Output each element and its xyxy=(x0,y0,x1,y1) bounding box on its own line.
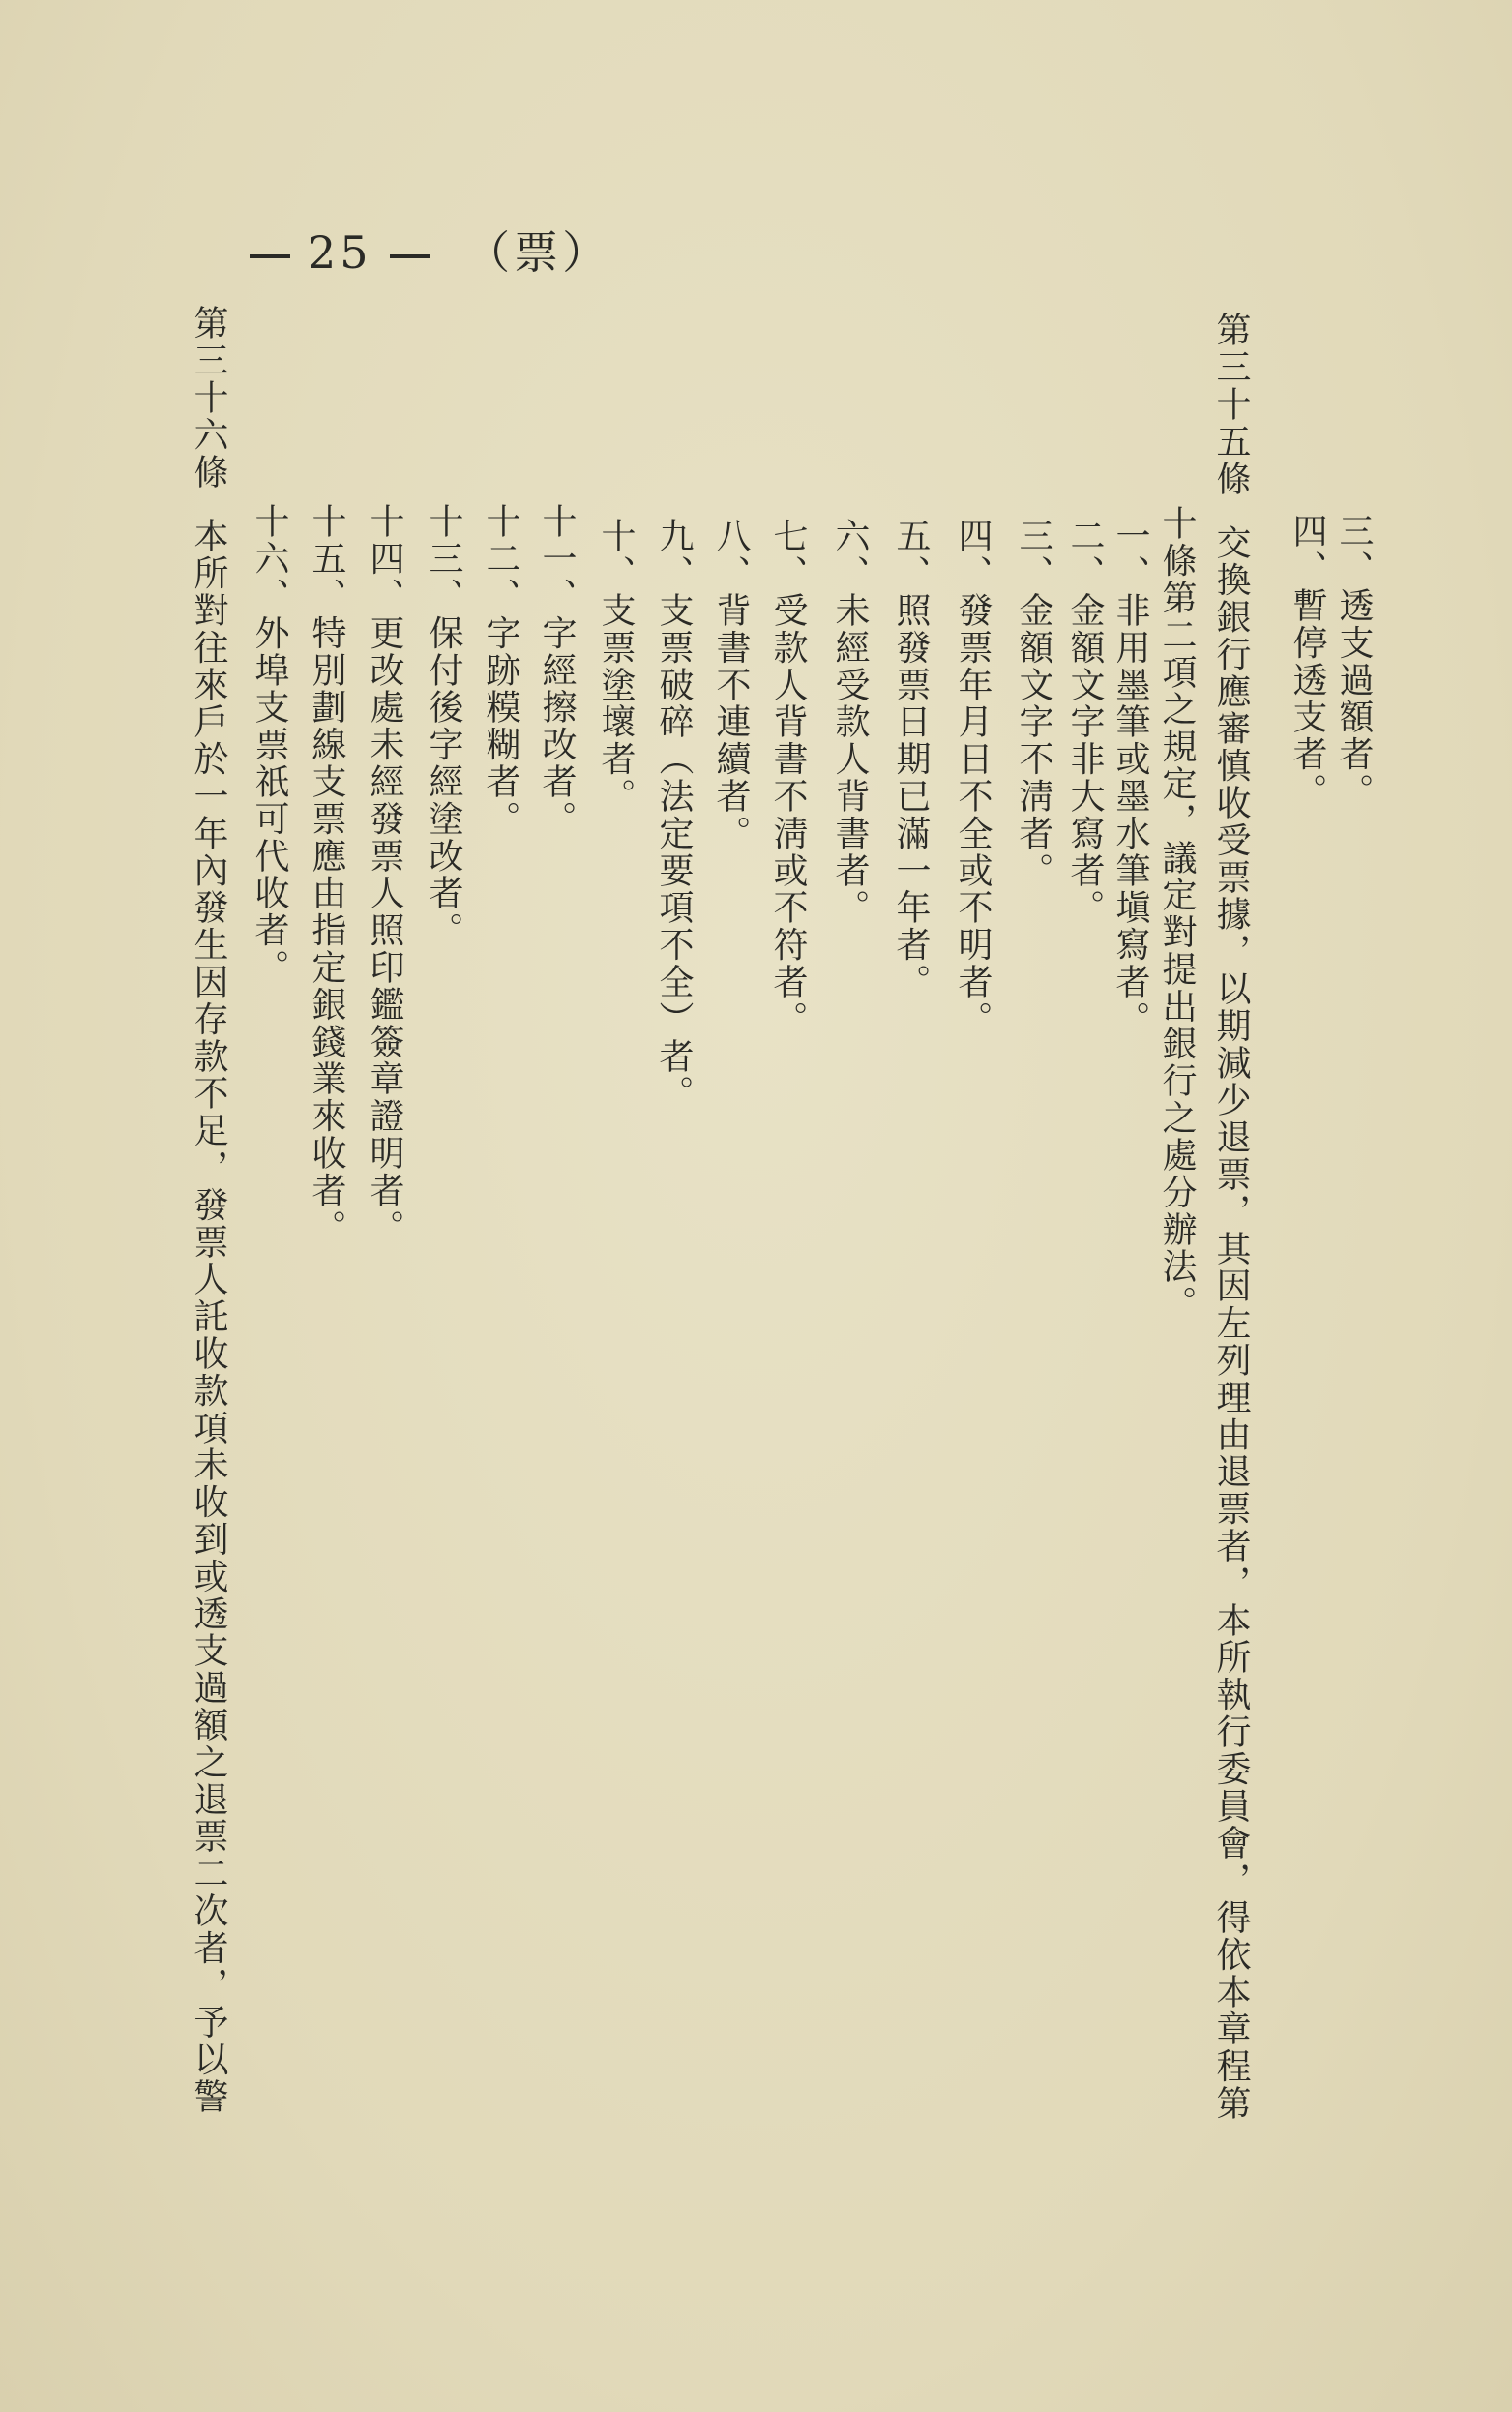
list-item: 十一、字經擦改者。 xyxy=(537,503,577,838)
list-item: 七、受款人背書不淸或不符者。 xyxy=(768,518,808,1038)
prev-item-4: 四、暫停透支者。 xyxy=(1288,513,1327,811)
article-36-text: 本所對往來戶於一年內發生因存款不足，發票人託收款項未收到或透支過額之退票二次者，予以警 xyxy=(189,518,228,2116)
article-35-line2: 十條第二項之規定，議定對提出銀行之處分辦法。 xyxy=(1157,505,1197,1323)
list-item: 十四、更改處未經發票人照印鑑簽章證明者。 xyxy=(365,503,404,1246)
page-number: 25 xyxy=(308,226,372,279)
dash xyxy=(250,254,290,258)
list-item: 十三、保付後字經塗改者。 xyxy=(424,503,463,949)
list-item: 五、照發票日期已滿一年者。 xyxy=(891,518,931,1001)
list-item: 十二、字跡糢糊者。 xyxy=(481,503,520,838)
list-item: 九、支票破碎（法定要項不全）者。 xyxy=(654,518,694,1113)
article-36-line1 xyxy=(189,305,227,2115)
article-36-label: 第三十六條 xyxy=(189,305,228,491)
list-item: 八、背書不連續者。 xyxy=(711,518,751,852)
article-35-line1 xyxy=(1211,312,1250,2122)
dash xyxy=(390,254,430,258)
list-item: 二、金額文字非大寫者。 xyxy=(1065,518,1105,927)
list-item: 十、支票塗壞者。 xyxy=(596,518,636,816)
article-35-label: 第三十五條 xyxy=(1211,312,1251,497)
list-item: 三、金額文字不淸者。 xyxy=(1014,518,1053,889)
page-header xyxy=(232,218,610,282)
list-item: 六、未經受款人背書者。 xyxy=(830,518,870,927)
section-label: （票） xyxy=(465,226,611,279)
list-item: 四、發票年月日不全或不明者。 xyxy=(953,518,993,1038)
article-35-text: 交換銀行應審慎收受票據，以期減少退票，其因左列理由退票者，本所執行委員會，得依本章程第 xyxy=(1211,524,1251,2123)
list-item: 十五、特別劃線支票應由指定銀錢業來收者。 xyxy=(307,503,346,1246)
list-item: 十六、外埠支票祇可代收者。 xyxy=(250,503,289,987)
prev-item-3: 三、透支過額者。 xyxy=(1334,513,1374,811)
list-item: 一、非用墨筆或墨水筆塡寫者。 xyxy=(1111,518,1150,1038)
